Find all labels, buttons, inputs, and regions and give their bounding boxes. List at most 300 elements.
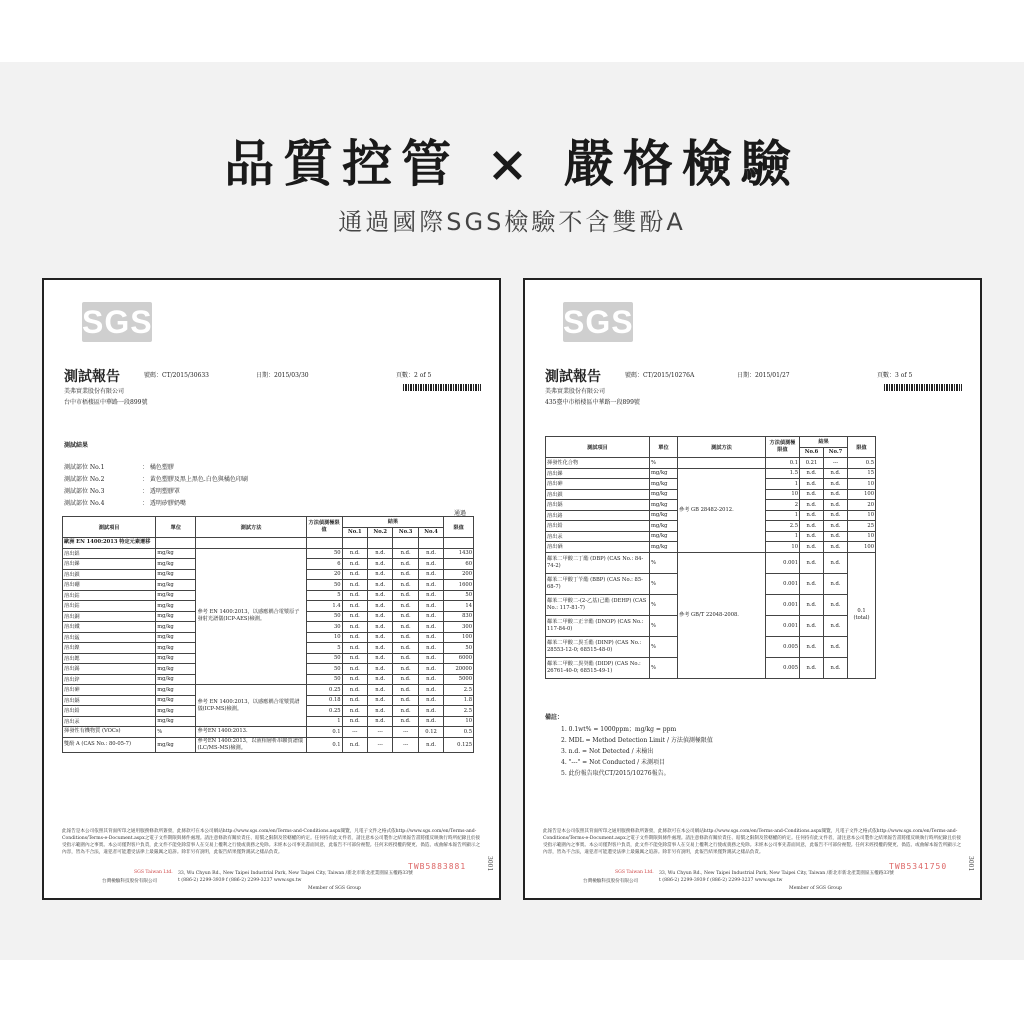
table-cell: n.d. bbox=[342, 548, 367, 559]
table-cell: 0.5 bbox=[848, 458, 876, 469]
table-cell: 5000 bbox=[444, 674, 474, 685]
col-no4: No.4 bbox=[418, 527, 443, 538]
table-cell: mg/kg bbox=[650, 510, 678, 521]
table-cell: 2.5 bbox=[766, 521, 800, 532]
table-cell: n.d. bbox=[418, 685, 443, 696]
table-cell: 1 bbox=[306, 716, 342, 727]
table-cell: 溶出鋅 bbox=[63, 674, 156, 685]
table-cell: 10 bbox=[848, 510, 876, 521]
table-cell: 50 bbox=[444, 643, 474, 654]
table-cell: n.d. bbox=[418, 706, 443, 717]
table-cell: n.d. bbox=[393, 601, 418, 612]
table-cell: 0.1 (total) bbox=[848, 552, 876, 678]
table-cell: n.d. bbox=[800, 573, 824, 594]
company-address: 33, Wu Chyun Rd., New Taipei Industrial Park, New Taipei City, Taiwan /新北市新北產業園區五權路33號 bbox=[178, 871, 413, 876]
table-cell: --- bbox=[824, 458, 848, 469]
table-cell: 14 bbox=[444, 601, 474, 612]
part-3-label: 測試部位 No.3 bbox=[64, 488, 105, 495]
terms-footer: 此報告是本公司依照其背面所印之通用服務條款所簽發，此條款可在本公司網站http://www.sgs.com/en/Terms-and-Conditions.aspx閱覽，凡電子文件之格式依http://www.sgs.com/en/Terms-and-Conditions/Terms-e-Document.aspx之電子文件期限與條件處理。請注意條款有關於責任、賠償之限制及管轄權的約定。任何持有此文件者，請注意本公司製作之結果報告書將僅反映執行時所紀錄且於接受指示範圍內之事實。本公司僅對客戶負責，此文件不能免除當事人在交易上權利之行使或義務之免除。未經本公司事先書面同意，此報告不可部份複製。任何未經授權的變更、偽造、或曲解本報告所顯示之內容，皆為不合法，違犯者可能遭受法律上最嚴厲之追訴。除非另有說明，此報告結果僅對測試之樣品負責。 bbox=[543, 829, 962, 855]
barcode bbox=[884, 384, 962, 391]
table-cell: 0.5 bbox=[444, 727, 474, 738]
table-cell: 50 bbox=[306, 664, 342, 675]
table-cell: 0.001 bbox=[766, 594, 800, 615]
table-cell: % bbox=[650, 615, 678, 636]
table-cell: mg/kg bbox=[156, 737, 196, 752]
table-cell: 溶出鎘 bbox=[63, 695, 156, 706]
sgs-report-left bbox=[42, 278, 501, 900]
table-cell: 100 bbox=[848, 489, 876, 500]
table-cell: 5 bbox=[306, 643, 342, 654]
table-cell: mg/kg bbox=[650, 468, 678, 479]
stamp-number: TWB5883881 bbox=[408, 862, 467, 871]
table-cell: n.d. bbox=[393, 685, 418, 696]
table-cell: n.d. bbox=[800, 542, 824, 553]
table-cell: n.d. bbox=[368, 674, 393, 685]
col-limit: 限值 bbox=[444, 517, 474, 538]
table-cell: n.d. bbox=[368, 559, 393, 570]
table-cell: % bbox=[650, 657, 678, 678]
table-cell: n.d. bbox=[800, 531, 824, 542]
table-cell: n.d. bbox=[418, 559, 443, 570]
table-cell: n.d. bbox=[368, 716, 393, 727]
table-cell: mg/kg bbox=[650, 531, 678, 542]
table-cell: n.d. bbox=[393, 580, 418, 591]
note-5: 5. 此份報告取代CT/2015/10276報告。 bbox=[561, 770, 670, 777]
col-method: 測試方法 bbox=[196, 517, 306, 538]
table-cell: 20 bbox=[306, 569, 342, 580]
report-number: 號碼：CT/2015/10276A bbox=[625, 372, 695, 379]
table-cell: 10 bbox=[766, 542, 800, 553]
table-cell: n.d. bbox=[824, 489, 848, 500]
member-of-group: Member of SGS Group bbox=[308, 886, 361, 891]
table-cell: mg/kg bbox=[156, 632, 196, 643]
table-cell: n.d. bbox=[393, 706, 418, 717]
table-cell: 0.25 bbox=[306, 706, 342, 717]
table-cell: 1.8 bbox=[444, 695, 474, 706]
report-date: 日期：2015/03/30 bbox=[256, 372, 309, 379]
table-cell: n.d. bbox=[418, 622, 443, 633]
table-cell: n.d. bbox=[824, 573, 848, 594]
client-company: 美弗實業股份有限公司 bbox=[545, 388, 606, 395]
table-cell: 溶出鉛 bbox=[546, 521, 650, 532]
note-4: 4. "---" = Not Conducted / 未測項目 bbox=[561, 759, 666, 766]
results-heading: 測試結果 bbox=[64, 442, 89, 449]
table-cell: n.d. bbox=[368, 611, 393, 622]
table-cell: 0.001 bbox=[766, 552, 800, 573]
table-row bbox=[63, 685, 474, 696]
table-cell: mg/kg bbox=[156, 674, 196, 685]
table-cell: n.d. bbox=[342, 632, 367, 643]
table-cell: n.d. bbox=[368, 590, 393, 601]
table-cell: n.d. bbox=[342, 706, 367, 717]
table-cell: % bbox=[650, 636, 678, 657]
table-cell: 溶出鐵 bbox=[63, 622, 156, 633]
table-cell: n.d. bbox=[342, 569, 367, 580]
table-cell: 溶出鉛 bbox=[63, 706, 156, 717]
table-cell: n.d. bbox=[368, 632, 393, 643]
table-cell: 50 bbox=[306, 580, 342, 591]
table-cell: n.d. bbox=[800, 489, 824, 500]
table-cell: n.d. bbox=[800, 594, 824, 615]
table-cell: mg/kg bbox=[650, 521, 678, 532]
table-cell: mg/kg bbox=[650, 500, 678, 511]
table-cell: mg/kg bbox=[156, 706, 196, 717]
table-cell: n.d. bbox=[824, 594, 848, 615]
report-title: 測試報告 bbox=[64, 369, 120, 385]
table-cell: n.d. bbox=[800, 657, 824, 678]
table-cell: 25 bbox=[848, 521, 876, 532]
table-cell: n.d. bbox=[800, 510, 824, 521]
table-cell: 溶出鋇 bbox=[546, 489, 650, 500]
table-cell: mg/kg bbox=[650, 489, 678, 500]
table-cell: 0.12 bbox=[418, 727, 443, 738]
table-cell: n.d. bbox=[418, 611, 443, 622]
table-cell: 溶出硼 bbox=[63, 580, 156, 591]
barcode bbox=[403, 384, 481, 391]
table-cell: n.d. bbox=[800, 636, 824, 657]
table-cell: n.d. bbox=[824, 468, 848, 479]
table-cell: mg/kg bbox=[156, 569, 196, 580]
table-cell: 0.1 bbox=[306, 727, 342, 738]
table-cell: 溶出硒 bbox=[546, 542, 650, 553]
table-cell: 60 bbox=[444, 559, 474, 570]
table-cell: n.d. bbox=[824, 500, 848, 511]
table-cell: 2.5 bbox=[444, 685, 474, 696]
results-table bbox=[545, 436, 876, 679]
table-cell: 參考 GB 28482-2012. bbox=[678, 468, 766, 552]
table-cell: 溶出汞 bbox=[546, 531, 650, 542]
table-cell: 1 bbox=[766, 531, 800, 542]
table-cell: n.d. bbox=[368, 695, 393, 706]
table-cell: 10 bbox=[444, 716, 474, 727]
table-cell: n.d. bbox=[393, 548, 418, 559]
table-cell: 溶出銻 bbox=[63, 559, 156, 570]
table-cell: 0.005 bbox=[766, 657, 800, 678]
table-cell: n.d. bbox=[800, 500, 824, 511]
part-3-desc: ： 透明塑膠罩 bbox=[142, 488, 180, 495]
company-phone: t (886-2) 2299-3939 f (886-2) 2299-3237 www.sgs.tw bbox=[178, 878, 302, 883]
table-cell: n.d. bbox=[418, 601, 443, 612]
table-cell: 溶出鋇 bbox=[63, 569, 156, 580]
table-cell: n.d. bbox=[342, 664, 367, 675]
table-cell: % bbox=[650, 594, 678, 615]
table-cell: n.d. bbox=[418, 664, 443, 675]
table-cell: mg/kg bbox=[156, 716, 196, 727]
table-cell: 鄰苯二甲酸二異癸酯 (DIDP) (CAS No.: 26761-40-0; 68515-49-1) bbox=[546, 657, 650, 678]
table-cell: n.d. bbox=[418, 674, 443, 685]
table-cell: mg/kg bbox=[156, 653, 196, 664]
sgs-logo: SGS bbox=[563, 304, 634, 340]
table-cell: 300 bbox=[444, 622, 474, 633]
table-cell: 1 bbox=[766, 510, 800, 521]
table-cell: n.d. bbox=[342, 653, 367, 664]
table-cell: n.d. bbox=[393, 559, 418, 570]
table-cell: 50 bbox=[306, 653, 342, 664]
page-number: 頁數：3 of 5 bbox=[877, 372, 913, 379]
table-cell: n.d. bbox=[393, 653, 418, 664]
table-cell: n.d. bbox=[368, 548, 393, 559]
table-cell: 1 bbox=[766, 479, 800, 490]
table-cell: 0.005 bbox=[766, 636, 800, 657]
table-cell: 10 bbox=[306, 632, 342, 643]
table-cell: n.d. bbox=[418, 632, 443, 643]
table-cell: 鄰苯二甲酸二異壬酯 (DINP) (CAS No.: 28553-12-0; 68515-48-0) bbox=[546, 636, 650, 657]
sgs-report-right bbox=[523, 278, 982, 900]
table-row bbox=[63, 548, 474, 559]
table-cell: 參考EN 1400:2013. bbox=[196, 727, 306, 738]
table-cell: 200 bbox=[444, 569, 474, 580]
table-cell: n.d. bbox=[824, 636, 848, 657]
table-cell: n.d. bbox=[800, 615, 824, 636]
table-cell: mg/kg bbox=[156, 685, 196, 696]
table-cell: n.d. bbox=[393, 622, 418, 633]
table-cell: 參考 GB/T 22048-2008. bbox=[678, 552, 766, 678]
side-code: 3001 bbox=[967, 856, 974, 872]
table-cell: n.d. bbox=[368, 664, 393, 675]
table-row bbox=[546, 552, 876, 573]
table-cell: mg/kg bbox=[650, 479, 678, 490]
table-cell: --- bbox=[368, 727, 393, 738]
table-cell: 0.125 bbox=[444, 737, 474, 752]
table-cell: 100 bbox=[444, 632, 474, 643]
table-cell: 6000 bbox=[444, 653, 474, 664]
table-cell: n.d. bbox=[393, 611, 418, 622]
col-no6: No.6 bbox=[800, 447, 824, 458]
col-unit: 單位 bbox=[650, 437, 678, 458]
client-company: 美弗實業股份有限公司 bbox=[64, 388, 125, 395]
report-title: 測試報告 bbox=[545, 369, 601, 385]
table-cell: n.d. bbox=[418, 590, 443, 601]
table-cell: 溶出銅 bbox=[63, 611, 156, 622]
table-cell: 20 bbox=[848, 500, 876, 511]
col-result: 結果 bbox=[342, 517, 444, 528]
table-cell: 參考 EN 1400:2013，以感應耦合電漿原子發射光譜儀(ICP-AES)檢測。 bbox=[196, 548, 306, 685]
table-cell: n.d. bbox=[393, 716, 418, 727]
table-cell: 100 bbox=[848, 542, 876, 553]
table-cell: 830 bbox=[444, 611, 474, 622]
table-cell: 溶出鎳 bbox=[63, 643, 156, 654]
col-no3: No.3 bbox=[393, 527, 418, 538]
section-title: 歐洲 EN 1400:2013 特定元素遷移 bbox=[63, 538, 156, 549]
table-cell: n.d. bbox=[418, 548, 443, 559]
table-cell: 溶出鈷 bbox=[63, 590, 156, 601]
client-address: 435臺中市梧棲區中華路一段899號 bbox=[545, 399, 640, 406]
table-cell: 溶出銻 bbox=[546, 468, 650, 479]
table-cell: 0.18 bbox=[306, 695, 342, 706]
table-cell: n.d. bbox=[368, 653, 393, 664]
table-cell: 50 bbox=[306, 611, 342, 622]
table-cell: 溶出錫 bbox=[63, 664, 156, 675]
page-number: 頁數：2 of 5 bbox=[396, 372, 432, 379]
table-cell: n.d. bbox=[824, 657, 848, 678]
table-cell: % bbox=[650, 573, 678, 594]
col-item: 測試項目 bbox=[546, 437, 650, 458]
table-cell: 溶出鋁 bbox=[63, 548, 156, 559]
table-row bbox=[63, 727, 474, 738]
table-cell: n.d. bbox=[800, 552, 824, 573]
table-cell: 溶出砷 bbox=[546, 479, 650, 490]
table-cell: 0.001 bbox=[766, 573, 800, 594]
table-cell: % bbox=[156, 727, 196, 738]
table-cell: 0.1 bbox=[766, 458, 800, 469]
table-cell: n.d. bbox=[342, 601, 367, 612]
table-cell: mg/kg bbox=[156, 643, 196, 654]
results-table bbox=[62, 516, 474, 753]
table-cell: 10 bbox=[848, 479, 876, 490]
table-cell: 鄰苯二甲酸二丁酯 (DBP) (CAS No.: 84-74-2) bbox=[546, 552, 650, 573]
table-cell: 參考EN 1400:2013，以液相層析串聯質譜儀(LC/MS-MS)檢測。 bbox=[196, 737, 306, 752]
part-1-desc: ： 橘色塑膠 bbox=[142, 464, 174, 471]
col-no1: No.1 bbox=[342, 527, 367, 538]
table-cell: n.d. bbox=[418, 580, 443, 591]
report-date: 日期：2015/01/27 bbox=[737, 372, 790, 379]
table-cell: n.d. bbox=[342, 695, 367, 706]
table-cell: n.d. bbox=[368, 685, 393, 696]
col-mdl: 方法偵測極限值 bbox=[306, 517, 342, 538]
table-cell: n.d. bbox=[368, 643, 393, 654]
table-cell: 0.25 bbox=[306, 685, 342, 696]
table-cell: n.d. bbox=[393, 569, 418, 580]
table-cell: 鄰苯二甲酸丁苄酯 (BBP) (CAS No.: 85-68-7) bbox=[546, 573, 650, 594]
part-1-label: 測試部位 No.1 bbox=[64, 464, 105, 471]
table-cell: 溶出鈷 bbox=[63, 601, 156, 612]
table-cell: n.d. bbox=[824, 552, 848, 573]
table-cell: --- bbox=[342, 727, 367, 738]
table-cell: n.d. bbox=[393, 664, 418, 675]
table-cell: 溶出砷 bbox=[63, 685, 156, 696]
table-cell: n.d. bbox=[393, 695, 418, 706]
table-cell: n.d. bbox=[342, 737, 367, 752]
table-cell: n.d. bbox=[393, 643, 418, 654]
table-cell: 1.5 bbox=[766, 468, 800, 479]
table-cell: n.d. bbox=[368, 569, 393, 580]
table-cell: 0.21 bbox=[800, 458, 824, 469]
terms-footer: 此報告是本公司依照其背面所印之通用服務條款所簽發，此條款可在本公司網站http://www.sgs.com/en/Terms-and-Conditions.aspx閱覽，凡電子文件之格式依http://www.sgs.com/en/Terms-and-Conditions/Terms-e-Document.aspx之電子文件期限與條件處理。請注意條款有關於責任、賠償之限制及管轄權的約定。任何持有此文件者，請注意本公司製作之結果報告書將僅反映執行時所紀錄且於接受指示範圍內之事實。本公司僅對客戶負責，此文件不能免除當事人在交易上權利之行使或義務之免除。未經本公司事先書面同意，此報告不可部份複製。任何未經授權的變更、偽造、或曲解本報告所顯示之內容，皆為不合法，違犯者可能遭受法律上最嚴厲之追訴。除非另有說明，此報告結果僅對測試之樣品負責。 bbox=[62, 829, 481, 855]
table-cell: n.d. bbox=[418, 695, 443, 706]
table-cell: n.d. bbox=[824, 542, 848, 553]
note-1: 1. 0.1wt% = 1000ppm；mg/kg = ppm bbox=[561, 726, 677, 733]
table-cell: n.d. bbox=[418, 737, 443, 752]
table-cell: n.d. bbox=[342, 685, 367, 696]
table-cell: --- bbox=[393, 737, 418, 752]
table-cell: 2.5 bbox=[444, 706, 474, 717]
table-cell: 揮發性化合物 bbox=[546, 458, 650, 469]
pass-mark: 通過 bbox=[454, 510, 467, 517]
table-cell: --- bbox=[393, 727, 418, 738]
table-cell: 參考 EN 1400:2013，以感應耦合電漿質譜儀(ICP-MS)檢測。 bbox=[196, 685, 306, 727]
col-method: 測試方法 bbox=[678, 437, 766, 458]
table-cell: 溶出汞 bbox=[63, 716, 156, 727]
client-address: 台中市梧棲區中華路一段899號 bbox=[64, 399, 148, 406]
table-cell: 溶出鎘 bbox=[546, 500, 650, 511]
table-cell: n.d. bbox=[393, 674, 418, 685]
report-number: 號碼：CT/2015/30633 bbox=[144, 372, 209, 379]
table-cell: 30 bbox=[306, 622, 342, 633]
table-cell: 50 bbox=[444, 590, 474, 601]
table-cell: n.d. bbox=[342, 580, 367, 591]
member-of-group: Member of SGS Group bbox=[789, 886, 842, 891]
table-cell: mg/kg bbox=[156, 590, 196, 601]
table-cell: n.d. bbox=[342, 590, 367, 601]
company-zh: 台灣檢驗科技股份有限公司 bbox=[583, 879, 639, 884]
notes-heading: 備註： bbox=[545, 714, 564, 721]
table-cell: mg/kg bbox=[156, 695, 196, 706]
table-cell: 雙酚 A (CAS No.: 80-05-7) bbox=[63, 737, 156, 752]
table-cell: 5 bbox=[306, 590, 342, 601]
part-4-desc: ： 透明矽膠奶嘴 bbox=[142, 500, 186, 507]
table-cell: mg/kg bbox=[156, 611, 196, 622]
table-cell: n.d. bbox=[824, 521, 848, 532]
table-cell: n.d. bbox=[418, 569, 443, 580]
table-cell: n.d. bbox=[393, 632, 418, 643]
table-cell: 15 bbox=[848, 468, 876, 479]
col-no2: No.2 bbox=[368, 527, 393, 538]
col-result: 結果 bbox=[800, 437, 848, 448]
company-en: SGS Taiwan Ltd. bbox=[134, 870, 173, 875]
table-cell: % bbox=[650, 458, 678, 469]
table-cell: 6 bbox=[306, 559, 342, 570]
col-limit: 限值 bbox=[848, 437, 876, 458]
table-cell: 10 bbox=[766, 489, 800, 500]
table-cell: mg/kg bbox=[650, 542, 678, 553]
table-cell: n.d. bbox=[342, 622, 367, 633]
table-cell: mg/kg bbox=[156, 548, 196, 559]
table-cell: 1600 bbox=[444, 580, 474, 591]
page-subtitle: 通過國際SGS檢驗不含雙酚A bbox=[338, 208, 686, 236]
table-cell: % bbox=[650, 552, 678, 573]
col-no7: No.7 bbox=[824, 447, 848, 458]
company-phone: t (886-2) 2299-3939 f (886-2) 2299-3237 www.sgs.tw bbox=[659, 878, 783, 883]
table-cell: mg/kg bbox=[156, 601, 196, 612]
table-cell: 50 bbox=[306, 674, 342, 685]
company-en: SGS Taiwan Ltd. bbox=[615, 870, 654, 875]
table-cell: n.d. bbox=[824, 615, 848, 636]
part-2-label: 測試部位 No.2 bbox=[64, 476, 105, 483]
table-cell: n.d. bbox=[342, 559, 367, 570]
table-cell: n.d. bbox=[342, 643, 367, 654]
table-cell: n.d. bbox=[393, 590, 418, 601]
table-cell: n.d. bbox=[368, 580, 393, 591]
table-row bbox=[546, 458, 876, 469]
side-code: 3001 bbox=[486, 856, 493, 872]
table-cell: n.d. bbox=[418, 643, 443, 654]
table-cell: n.d. bbox=[418, 716, 443, 727]
table-cell: 溶出鍶 bbox=[63, 653, 156, 664]
table-cell: 1430 bbox=[444, 548, 474, 559]
table-cell: 鄰苯二甲酸二-(2-乙基)己酯 (DEHP) (CAS No.: 117-81-7) bbox=[546, 594, 650, 615]
page-title: 品質控管 × 嚴格檢驗 bbox=[224, 134, 800, 193]
table-cell: 10 bbox=[848, 531, 876, 542]
table-cell: mg/kg bbox=[156, 580, 196, 591]
table-cell: n.d. bbox=[368, 706, 393, 717]
table-cell: n.d. bbox=[824, 510, 848, 521]
table-cell: n.d. bbox=[342, 716, 367, 727]
table-cell: mg/kg bbox=[156, 559, 196, 570]
table-cell: --- bbox=[368, 737, 393, 752]
part-2-desc: ： 黃色塑膠及黑上黑色.白色與橘色印刷 bbox=[142, 476, 248, 483]
table-cell: 鄰苯二甲酸二正辛酯 (DNOP) (CAS No.: 117-84-0) bbox=[546, 615, 650, 636]
table-cell: n.d. bbox=[800, 521, 824, 532]
table-cell: n.d. bbox=[418, 653, 443, 664]
table-cell: 50 bbox=[306, 548, 342, 559]
table-row bbox=[546, 468, 876, 479]
table-cell: n.d. bbox=[824, 531, 848, 542]
company-zh: 台灣檢驗科技股份有限公司 bbox=[102, 879, 158, 884]
table-cell bbox=[678, 458, 766, 469]
table-cell: n.d. bbox=[342, 674, 367, 685]
table-cell: n.d. bbox=[800, 479, 824, 490]
table-cell: 揮發性有機物質 (VOCs) bbox=[63, 727, 156, 738]
